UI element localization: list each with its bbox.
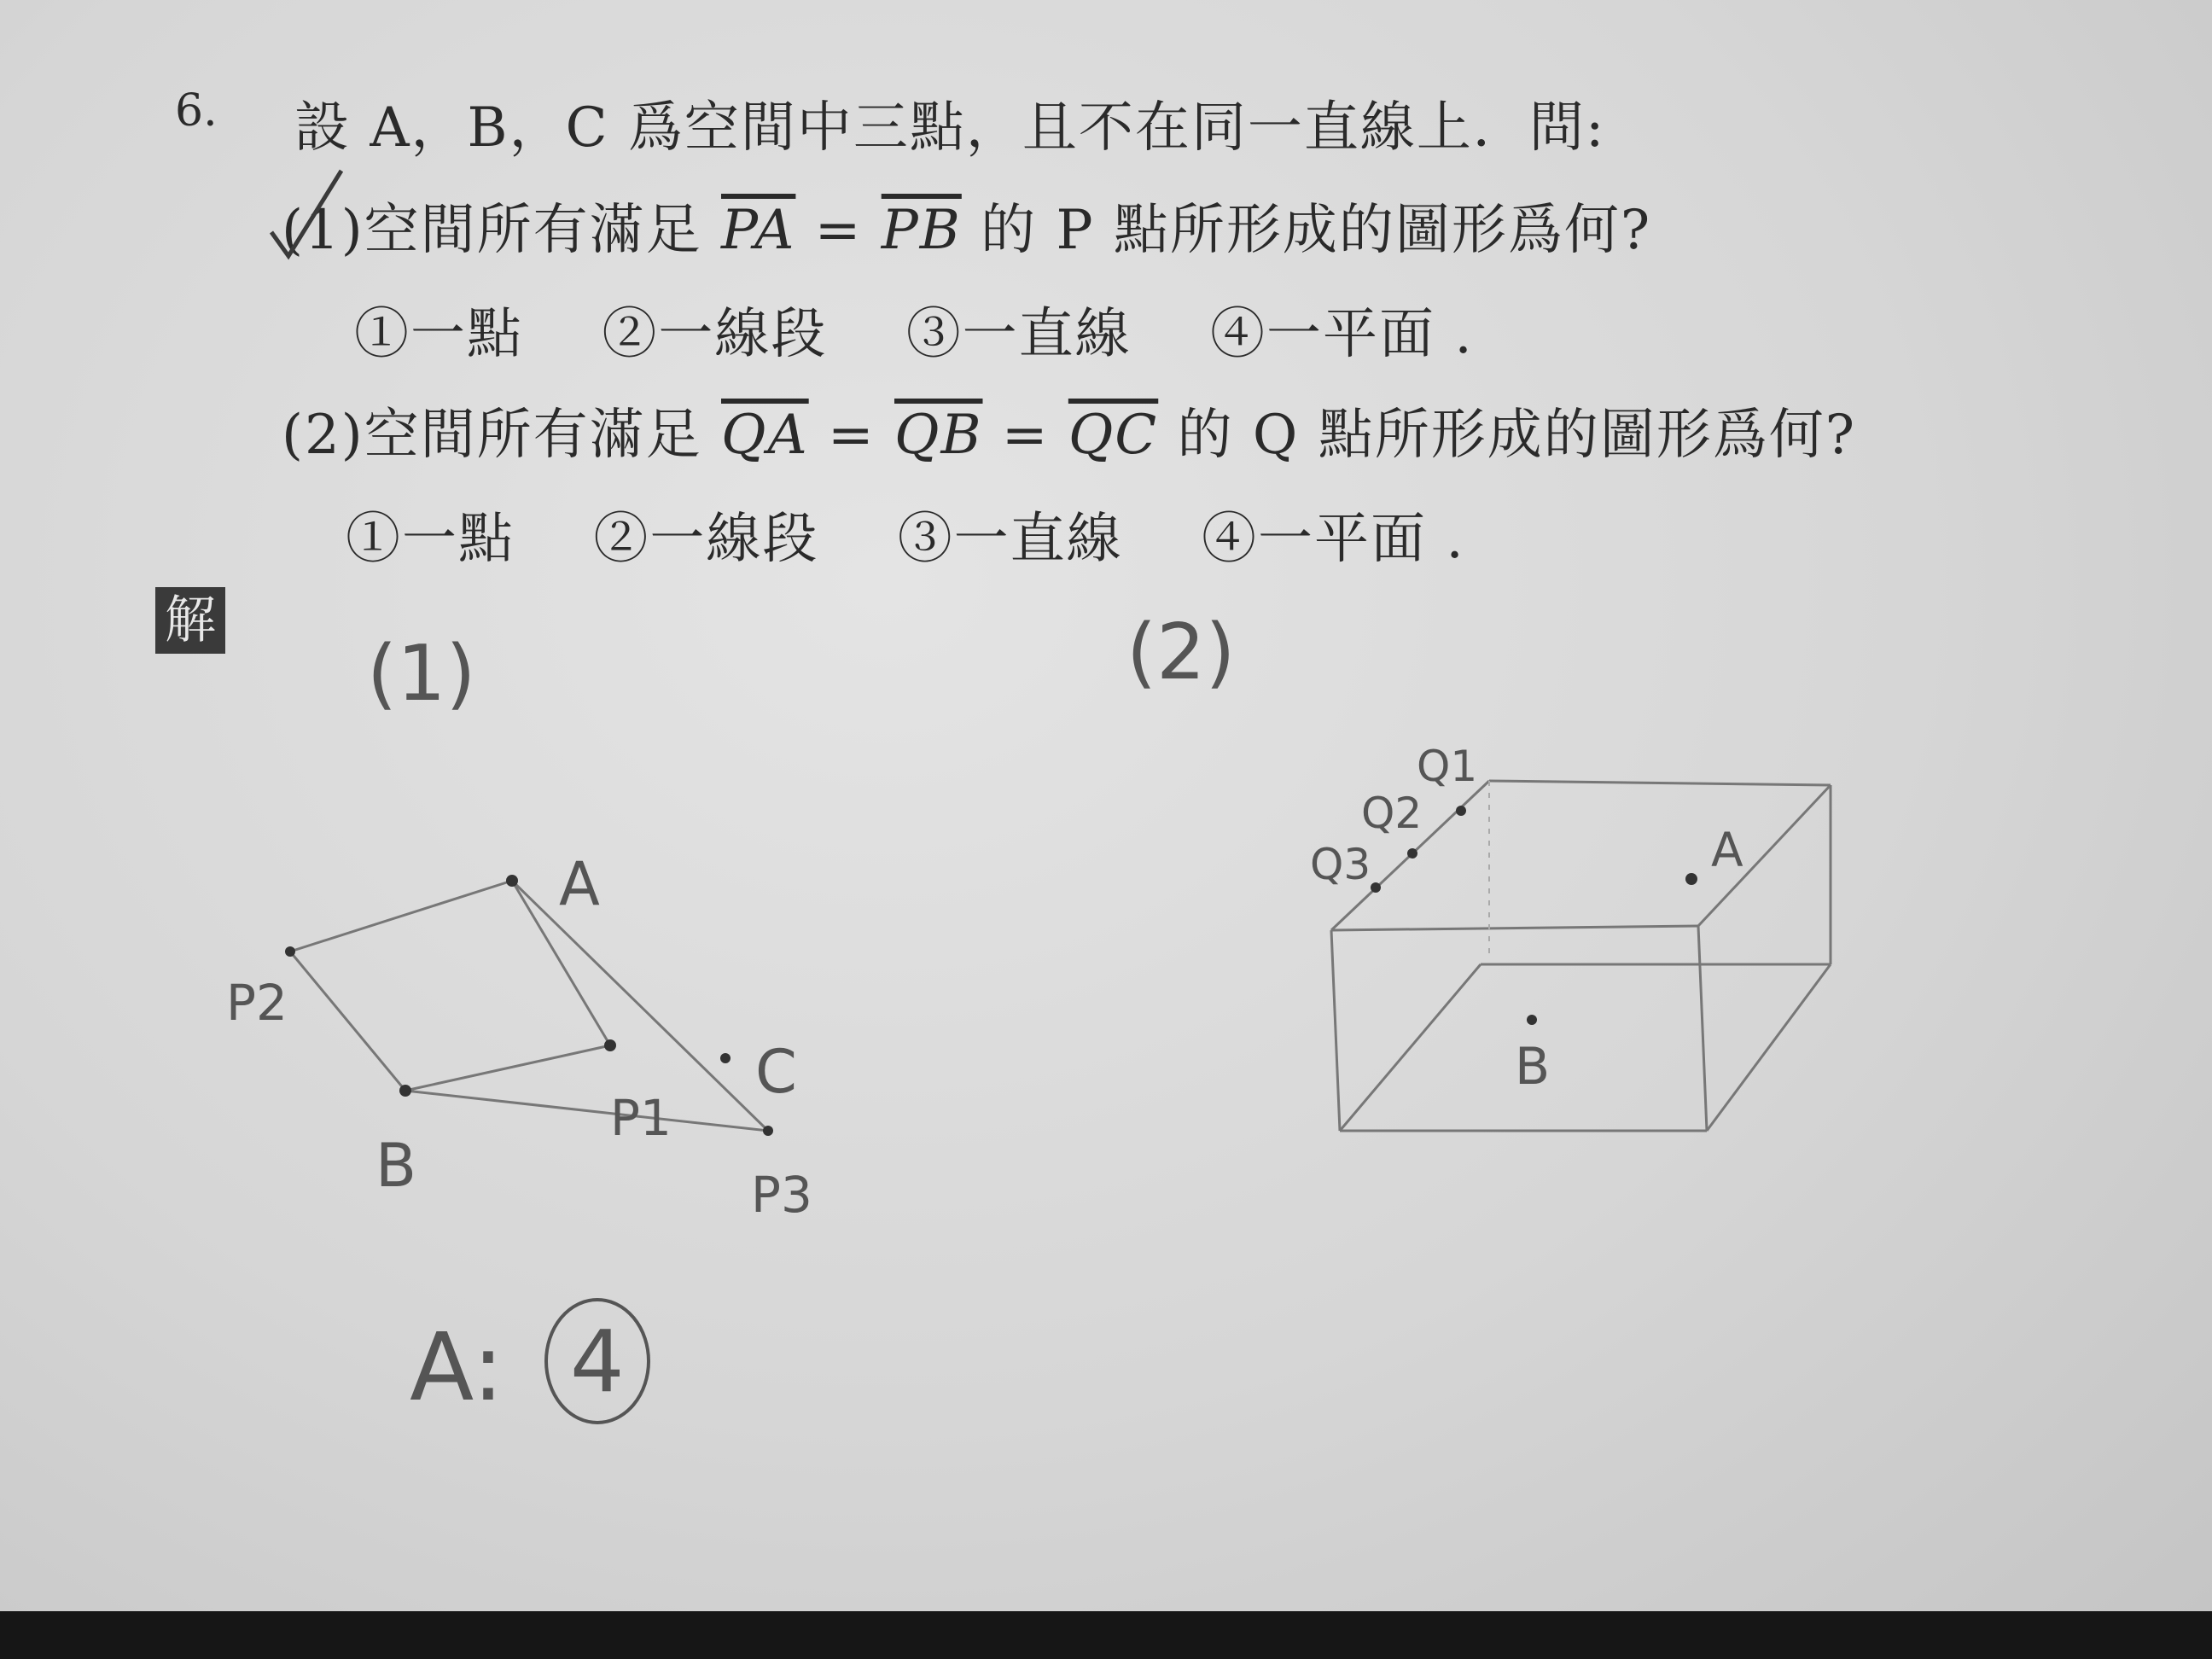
option-2: ②一線段 [602, 303, 828, 366]
figure-1-plane [290, 881, 768, 1131]
edge-p2-b [290, 952, 405, 1091]
point-q3 [1371, 882, 1381, 893]
segment-qc: $\overline{QC}$ [1068, 404, 1159, 467]
option-1: ①一點 [346, 508, 515, 571]
part1-text-b: 的 P 點所形成的圖形爲何? [981, 199, 1652, 262]
solution-part2-label: (2) [1126, 608, 1236, 697]
figure-2-labels [1310, 742, 1743, 1097]
label-b: B [1515, 1037, 1551, 1097]
answer-value: 4 [570, 1312, 625, 1412]
box-front-right [1698, 926, 1707, 1131]
part2-label: (2) [282, 404, 364, 467]
box-top-back [1489, 781, 1831, 785]
answer-prefix: A: [410, 1313, 504, 1422]
box-front-left [1331, 930, 1340, 1131]
box-top-front [1331, 926, 1698, 930]
part2-text-a: 空間所有滿足 [364, 404, 702, 467]
option-4: ④一平面 . [1202, 508, 1465, 571]
part1-text-a: 空間所有滿足 [364, 199, 702, 262]
option-4: ④一平面 . [1210, 303, 1474, 366]
edge-b-p1 [405, 1045, 610, 1091]
label-a: A [1711, 823, 1743, 877]
label-q2: Q2 [1361, 789, 1423, 838]
equals-sign: = [814, 199, 863, 262]
solution-part1-label: (1) [367, 629, 476, 719]
check-mark-icon [271, 171, 341, 256]
option-3: ③一直線 [905, 303, 1132, 366]
equals-sign: = [828, 404, 876, 467]
figure-1-labels [226, 849, 812, 1224]
box-bottom-right [1707, 964, 1831, 1131]
bottom-dark-edge [0, 1611, 2212, 1659]
option-3: ③一直線 [897, 508, 1123, 571]
point-c [720, 1053, 731, 1063]
edge-b-p3 [405, 1091, 768, 1131]
figure-1-points [285, 875, 773, 1136]
option-2: ②一線段 [593, 508, 819, 571]
figure-2-points [1371, 806, 1697, 1025]
part2-text-b: 的 Q 點所形成的圖形爲何? [1177, 404, 1857, 467]
point-p2 [285, 946, 295, 957]
point-a [1685, 873, 1697, 885]
segment-pa: $\overline{PA}$ [721, 199, 796, 262]
point-p3 [763, 1126, 773, 1136]
label-q3: Q3 [1310, 840, 1371, 889]
segment-qa: $\overline{QA}$ [721, 404, 809, 467]
point-p1 [604, 1039, 616, 1051]
question-stem: 設 A，B，C 爲空間中三點，且不在同一直線上．問: [294, 96, 1606, 160]
point-b [399, 1085, 411, 1097]
box-bottom-left [1340, 964, 1481, 1131]
label-p3: P3 [751, 1166, 812, 1224]
label-p1: P1 [610, 1089, 672, 1147]
point-b [1527, 1015, 1537, 1025]
equals-sign: = [1001, 404, 1050, 467]
part1-label: (1) [282, 199, 364, 262]
option-1: ①一點 [354, 303, 523, 366]
label-c: C [755, 1037, 797, 1107]
segment-pb: $\overline{PB}$ [881, 199, 962, 262]
point-q2 [1407, 848, 1417, 859]
segment-qb: $\overline{QB}$ [894, 404, 983, 467]
solution-badge: 解 [155, 587, 225, 654]
edge-p2-a [290, 881, 512, 952]
label-a: A [559, 849, 600, 919]
label-q1: Q1 [1417, 742, 1478, 791]
label-p2: P2 [226, 974, 288, 1032]
point-a [506, 875, 518, 887]
point-q1 [1456, 806, 1466, 816]
question-number: 6. [175, 85, 218, 137]
label-b: B [375, 1131, 417, 1201]
